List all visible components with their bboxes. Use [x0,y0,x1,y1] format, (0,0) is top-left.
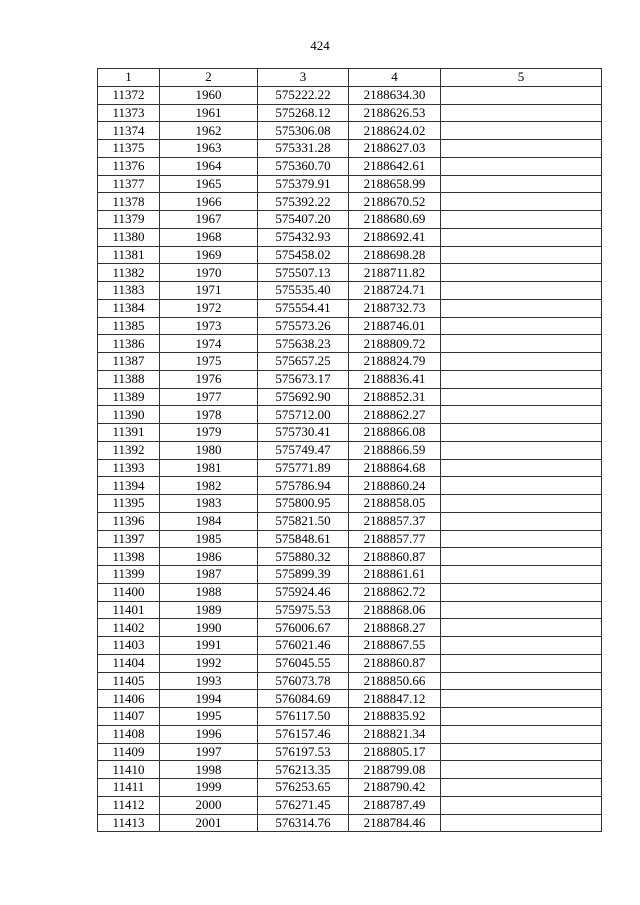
table-row [98,282,602,300]
x-coordinate-cell: 576197.53 [258,743,349,761]
sequence-number-cell: 1998 [160,761,258,779]
table-row [98,228,602,246]
sequence-number-cell: 1988 [160,583,258,601]
table-row [98,406,602,424]
y-coordinate-cell: 2188787.49 [349,796,441,814]
y-coordinate-cell: 2188784.46 [349,814,441,832]
point-number-cell: 11391 [98,424,160,442]
table-row [98,814,602,832]
x-coordinate-cell: 575924.46 [258,583,349,601]
y-coordinate-cell: 2188626.53 [349,104,441,122]
sequence-number-cell: 1970 [160,264,258,282]
x-coordinate-cell: 576271.45 [258,796,349,814]
sequence-number-cell: 1976 [160,370,258,388]
notes-cell [441,228,602,246]
x-coordinate-cell: 575880.32 [258,548,349,566]
notes-cell [441,566,602,584]
point-number-cell: 11389 [98,388,160,406]
notes-cell [441,796,602,814]
y-coordinate-cell: 2188627.03 [349,140,441,158]
table-row [98,708,602,726]
table-row [98,779,602,797]
point-number-cell: 11403 [98,637,160,655]
table-header [98,69,602,87]
y-coordinate-cell: 2188658.99 [349,175,441,193]
table-row [98,335,602,353]
x-coordinate-cell: 576117.50 [258,708,349,726]
point-number-cell: 11405 [98,672,160,690]
table-row [98,140,602,158]
table-row [98,690,602,708]
x-coordinate-cell: 575407.20 [258,211,349,229]
table-row [98,441,602,459]
notes-cell [441,370,602,388]
y-coordinate-cell: 2188857.37 [349,512,441,530]
sequence-number-cell: 1986 [160,548,258,566]
notes-cell [441,282,602,300]
sequence-number-cell: 1968 [160,228,258,246]
notes-cell [441,388,602,406]
table-row [98,796,602,814]
table-row [98,264,602,282]
x-coordinate-cell: 575771.89 [258,459,349,477]
y-coordinate-cell: 2188680.69 [349,211,441,229]
notes-cell [441,814,602,832]
y-coordinate-cell: 2188862.27 [349,406,441,424]
point-number-cell: 11379 [98,211,160,229]
sequence-number-cell: 1989 [160,601,258,619]
point-number-cell: 11381 [98,246,160,264]
point-number-cell: 11412 [98,796,160,814]
notes-cell [441,175,602,193]
sequence-number-cell: 1964 [160,157,258,175]
x-coordinate-cell: 575306.08 [258,122,349,140]
point-number-cell: 11400 [98,583,160,601]
point-number-cell: 11373 [98,104,160,122]
sequence-number-cell: 1965 [160,175,258,193]
point-number-cell: 11380 [98,228,160,246]
x-coordinate-cell: 576045.55 [258,654,349,672]
sequence-number-cell: 1990 [160,619,258,637]
y-coordinate-cell: 2188857.77 [349,530,441,548]
x-coordinate-cell: 575800.95 [258,495,349,513]
notes-cell [441,761,602,779]
table-row [98,246,602,264]
point-number-cell: 11409 [98,743,160,761]
x-coordinate-cell: 576006.67 [258,619,349,637]
sequence-number-cell: 1993 [160,672,258,690]
table-row [98,654,602,672]
x-coordinate-cell: 575730.41 [258,424,349,442]
table-row [98,672,602,690]
table-row [98,370,602,388]
table-row [98,566,602,584]
table-row [98,601,602,619]
table-row [98,86,602,104]
y-coordinate-cell: 2188698.28 [349,246,441,264]
sequence-number-cell: 1971 [160,282,258,300]
y-coordinate-cell: 2188624.02 [349,122,441,140]
x-coordinate-cell: 576213.35 [258,761,349,779]
notes-cell [441,601,602,619]
notes-cell [441,619,602,637]
sequence-number-cell: 1995 [160,708,258,726]
y-coordinate-cell: 2188836.41 [349,370,441,388]
column-header: 5 [441,69,602,87]
notes-cell [441,140,602,158]
notes-cell [441,548,602,566]
table-row [98,353,602,371]
notes-cell [441,335,602,353]
x-coordinate-cell: 575975.53 [258,601,349,619]
sequence-number-cell: 1982 [160,477,258,495]
y-coordinate-cell: 2188634.30 [349,86,441,104]
notes-cell [441,654,602,672]
sequence-number-cell: 1999 [160,779,258,797]
x-coordinate-cell: 575507.13 [258,264,349,282]
notes-cell [441,779,602,797]
table-body [98,86,602,832]
table-row [98,761,602,779]
table-row [98,122,602,140]
sequence-number-cell: 1967 [160,211,258,229]
point-number-cell: 11398 [98,548,160,566]
point-number-cell: 11388 [98,370,160,388]
x-coordinate-cell: 575848.61 [258,530,349,548]
point-number-cell: 11378 [98,193,160,211]
point-number-cell: 11413 [98,814,160,832]
point-number-cell: 11401 [98,601,160,619]
x-coordinate-cell: 575692.90 [258,388,349,406]
x-coordinate-cell: 575712.00 [258,406,349,424]
y-coordinate-cell: 2188670.52 [349,193,441,211]
sequence-number-cell: 1987 [160,566,258,584]
notes-cell [441,743,602,761]
table-row [98,725,602,743]
notes-cell [441,406,602,424]
notes-cell [441,441,602,459]
table-row [98,317,602,335]
notes-cell [441,495,602,513]
notes-cell [441,672,602,690]
y-coordinate-cell: 2188852.31 [349,388,441,406]
y-coordinate-cell: 2188864.68 [349,459,441,477]
table-row [98,477,602,495]
notes-cell [441,317,602,335]
x-coordinate-cell: 576253.65 [258,779,349,797]
x-coordinate-cell: 576084.69 [258,690,349,708]
y-coordinate-cell: 2188821.34 [349,725,441,743]
table-row [98,459,602,477]
sequence-number-cell: 1974 [160,335,258,353]
column-header: 1 [98,69,160,87]
sequence-number-cell: 1985 [160,530,258,548]
y-coordinate-cell: 2188861.61 [349,566,441,584]
y-coordinate-cell: 2188805.17 [349,743,441,761]
sequence-number-cell: 2000 [160,796,258,814]
sequence-number-cell: 2001 [160,814,258,832]
notes-cell [441,104,602,122]
sequence-number-cell: 1966 [160,193,258,211]
point-number-cell: 11410 [98,761,160,779]
y-coordinate-cell: 2188809.72 [349,335,441,353]
table-row [98,619,602,637]
y-coordinate-cell: 2188746.01 [349,317,441,335]
sequence-number-cell: 1997 [160,743,258,761]
point-number-cell: 11383 [98,282,160,300]
y-coordinate-cell: 2188866.59 [349,441,441,459]
point-number-cell: 11377 [98,175,160,193]
sequence-number-cell: 1963 [160,140,258,158]
y-coordinate-cell: 2188847.12 [349,690,441,708]
notes-cell [441,512,602,530]
x-coordinate-cell: 575821.50 [258,512,349,530]
x-coordinate-cell: 575573.26 [258,317,349,335]
point-number-cell: 11395 [98,495,160,513]
point-number-cell: 11386 [98,335,160,353]
point-number-cell: 11390 [98,406,160,424]
y-coordinate-cell: 2188867.55 [349,637,441,655]
point-number-cell: 11393 [98,459,160,477]
point-number-cell: 11385 [98,317,160,335]
sequence-number-cell: 1973 [160,317,258,335]
notes-cell [441,459,602,477]
notes-cell [441,299,602,317]
table-row [98,211,602,229]
notes-cell [441,86,602,104]
page-number: 424 [310,38,330,53]
sequence-number-cell: 1981 [160,459,258,477]
notes-cell [441,193,602,211]
x-coordinate-cell: 575458.02 [258,246,349,264]
sequence-number-cell: 1962 [160,122,258,140]
point-number-cell: 11406 [98,690,160,708]
notes-cell [441,637,602,655]
table-row [98,104,602,122]
sequence-number-cell: 1977 [160,388,258,406]
sequence-number-cell: 1979 [160,424,258,442]
table-row [98,495,602,513]
table-row [98,512,602,530]
table-row [98,637,602,655]
y-coordinate-cell: 2188860.87 [349,654,441,672]
notes-cell [441,530,602,548]
sequence-number-cell: 1961 [160,104,258,122]
y-coordinate-cell: 2188642.61 [349,157,441,175]
sequence-number-cell: 1996 [160,725,258,743]
notes-cell [441,353,602,371]
notes-cell [441,477,602,495]
point-number-cell: 11392 [98,441,160,459]
sequence-number-cell: 1984 [160,512,258,530]
x-coordinate-cell: 575360.70 [258,157,349,175]
sequence-number-cell: 1975 [160,353,258,371]
point-number-cell: 11375 [98,140,160,158]
point-number-cell: 11402 [98,619,160,637]
notes-cell [441,122,602,140]
table-row [98,583,602,601]
point-number-cell: 11384 [98,299,160,317]
x-coordinate-cell: 575657.25 [258,353,349,371]
y-coordinate-cell: 2188858.05 [349,495,441,513]
x-coordinate-cell: 575379.91 [258,175,349,193]
point-number-cell: 11372 [98,86,160,104]
point-number-cell: 11411 [98,779,160,797]
table-row [98,743,602,761]
x-coordinate-cell: 576157.46 [258,725,349,743]
point-number-cell: 11399 [98,566,160,584]
x-coordinate-cell: 575673.17 [258,370,349,388]
y-coordinate-cell: 2188860.87 [349,548,441,566]
y-coordinate-cell: 2188732.73 [349,299,441,317]
sequence-number-cell: 1980 [160,441,258,459]
point-number-cell: 11407 [98,708,160,726]
notes-cell [441,725,602,743]
y-coordinate-cell: 2188724.71 [349,282,441,300]
sequence-number-cell: 1969 [160,246,258,264]
x-coordinate-cell: 575268.12 [258,104,349,122]
sequence-number-cell: 1994 [160,690,258,708]
table-row [98,157,602,175]
x-coordinate-cell: 575222.22 [258,86,349,104]
sequence-number-cell: 1983 [160,495,258,513]
column-header: 4 [349,69,441,87]
x-coordinate-cell: 575749.47 [258,441,349,459]
notes-cell [441,424,602,442]
notes-cell [441,264,602,282]
header-row [98,69,602,87]
point-number-cell: 11394 [98,477,160,495]
sequence-number-cell: 1992 [160,654,258,672]
point-number-cell: 11376 [98,157,160,175]
table-row [98,530,602,548]
y-coordinate-cell: 2188862.72 [349,583,441,601]
sequence-number-cell: 1972 [160,299,258,317]
y-coordinate-cell: 2188790.42 [349,779,441,797]
notes-cell [441,690,602,708]
y-coordinate-cell: 2188692.41 [349,228,441,246]
notes-cell [441,708,602,726]
notes-cell [441,246,602,264]
coordinates-table [97,68,602,832]
y-coordinate-cell: 2188711.82 [349,264,441,282]
column-header: 2 [160,69,258,87]
x-coordinate-cell: 575638.23 [258,335,349,353]
point-number-cell: 11404 [98,654,160,672]
x-coordinate-cell: 576021.46 [258,637,349,655]
y-coordinate-cell: 2188868.06 [349,601,441,619]
table-row [98,175,602,193]
x-coordinate-cell: 575554.41 [258,299,349,317]
x-coordinate-cell: 575535.40 [258,282,349,300]
y-coordinate-cell: 2188799.08 [349,761,441,779]
y-coordinate-cell: 2188850.66 [349,672,441,690]
table-row [98,299,602,317]
point-number-cell: 11397 [98,530,160,548]
sequence-number-cell: 1978 [160,406,258,424]
y-coordinate-cell: 2188868.27 [349,619,441,637]
y-coordinate-cell: 2188824.79 [349,353,441,371]
x-coordinate-cell: 575786.94 [258,477,349,495]
sequence-number-cell: 1960 [160,86,258,104]
x-coordinate-cell: 575331.28 [258,140,349,158]
point-number-cell: 11387 [98,353,160,371]
x-coordinate-cell: 575899.39 [258,566,349,584]
point-number-cell: 11382 [98,264,160,282]
y-coordinate-cell: 2188835.92 [349,708,441,726]
notes-cell [441,211,602,229]
table-row [98,424,602,442]
notes-cell [441,157,602,175]
point-number-cell: 11396 [98,512,160,530]
notes-cell [441,583,602,601]
table-row [98,193,602,211]
y-coordinate-cell: 2188866.08 [349,424,441,442]
column-header: 3 [258,69,349,87]
x-coordinate-cell: 575432.93 [258,228,349,246]
x-coordinate-cell: 576314.76 [258,814,349,832]
table-row [98,388,602,406]
table-row [98,548,602,566]
point-number-cell: 11408 [98,725,160,743]
y-coordinate-cell: 2188860.24 [349,477,441,495]
x-coordinate-cell: 575392.22 [258,193,349,211]
x-coordinate-cell: 576073.78 [258,672,349,690]
sequence-number-cell: 1991 [160,637,258,655]
point-number-cell: 11374 [98,122,160,140]
